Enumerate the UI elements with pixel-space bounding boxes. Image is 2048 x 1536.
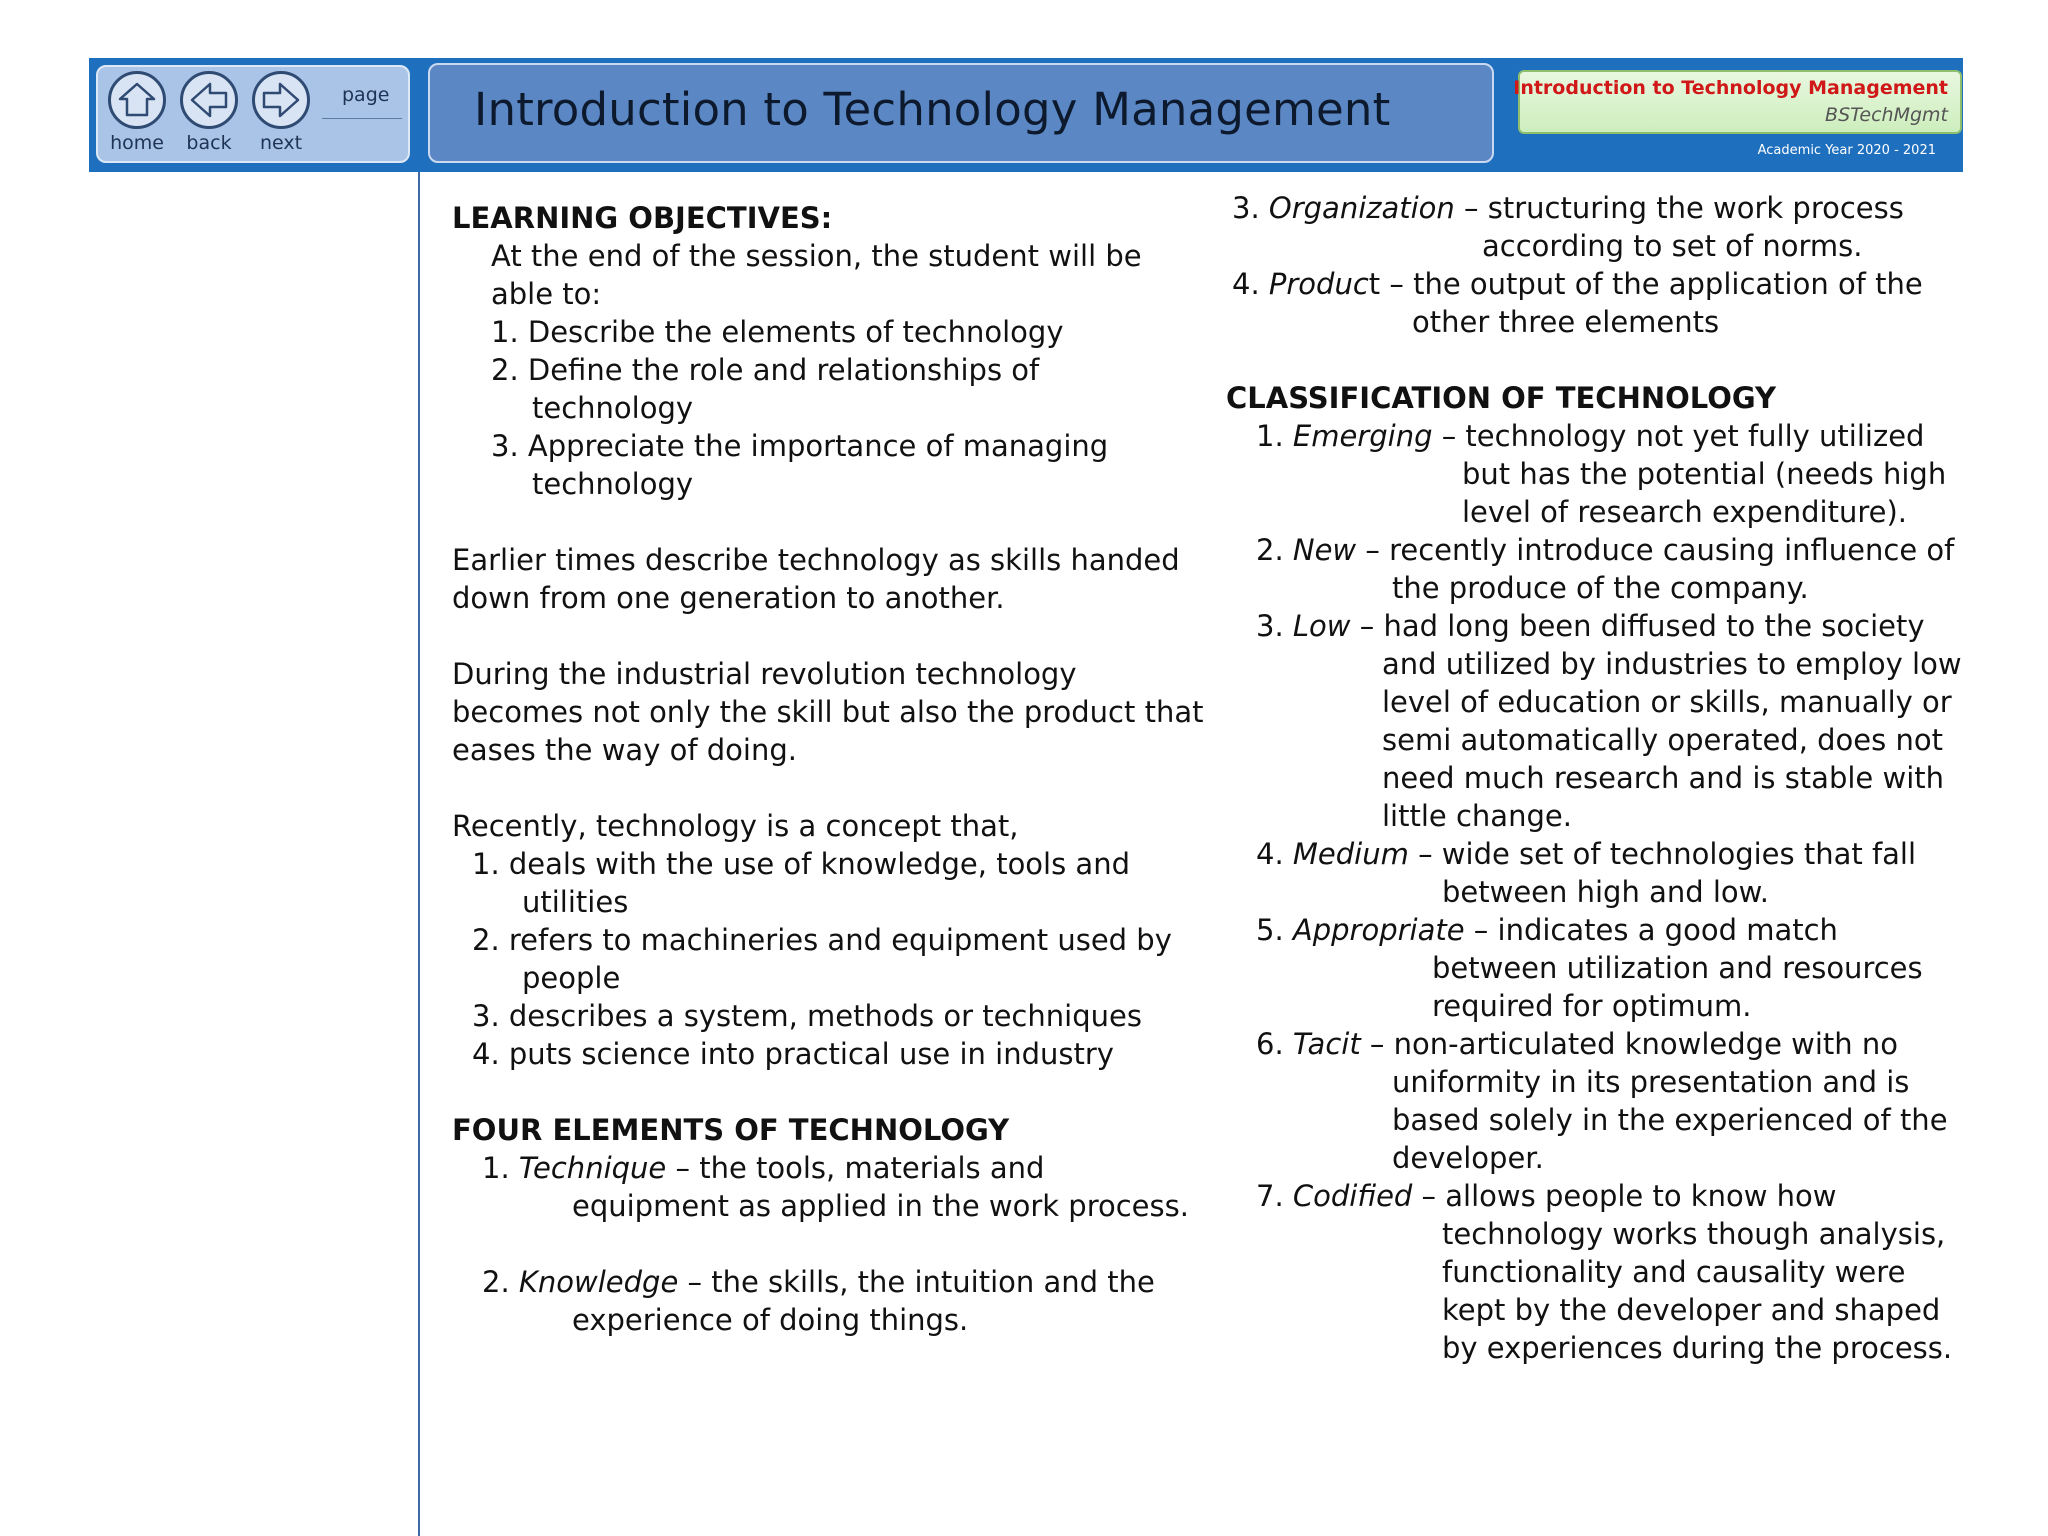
home-icon (116, 80, 158, 120)
classification-item (1256, 1025, 1898, 1063)
concept-item: people (522, 961, 621, 995)
element-item: according to set of norms. (1482, 229, 1863, 263)
item-number: 7. (1256, 1179, 1293, 1213)
element-item (1232, 265, 1923, 303)
classification-item: developer. (1392, 1141, 1544, 1175)
classification-text: – recently introduce causing influence of (1356, 533, 1955, 567)
classification-item: functionality and causality were (1442, 1255, 1906, 1289)
page-title: Introduction to Technology Management (474, 83, 1391, 136)
back-label: back (186, 132, 232, 154)
objective-item: technology (532, 467, 694, 501)
classification-text: – technology not yet fully utilized (1432, 419, 1925, 453)
item-number: 3. (1232, 191, 1269, 225)
title-panel (428, 63, 1494, 163)
classification-item: need much research and is stable with (1382, 761, 1945, 795)
concept-item: 3. describes a system, methods or techniques (472, 999, 1142, 1033)
next-label: next (259, 132, 303, 154)
element-item: equipment as applied in the work process. (572, 1189, 1189, 1223)
item-number: 4. (1256, 837, 1293, 871)
element-text: – the tools, materials and (666, 1151, 1045, 1185)
item-number: 6. (1256, 1027, 1293, 1061)
classification-text: – had long been diffused to the society (1350, 609, 1925, 643)
classification-text: – indicates a good match (1464, 913, 1838, 947)
paragraph: down from one generation to another. (452, 581, 1005, 615)
item-number: 2. (482, 1265, 519, 1299)
classification-term: Medium (1292, 837, 1409, 871)
objective-item: 2. Define the role and relationships of (491, 353, 1040, 387)
classification-item: and utilized by industries to employ low (1382, 647, 1962, 681)
item-number: 2. (1256, 533, 1293, 567)
classification-item: uniformity in its presentation and is (1392, 1065, 1910, 1099)
badge-title: Introduction to Technology Management (1513, 77, 1948, 99)
objectives-intro: At the end of the session, the student will be (491, 239, 1142, 273)
element-item: other three elements (1412, 305, 1720, 339)
classification-term: Codified (1292, 1179, 1413, 1213)
element-term: Organization (1268, 191, 1455, 225)
classification-text: – allows people to know how (1412, 1179, 1837, 1213)
classification-item: semi automatically operated, does not (1382, 723, 1943, 757)
item-number: 5. (1256, 913, 1293, 947)
classification-term: Tacit (1292, 1027, 1361, 1061)
element-item (482, 1149, 1044, 1187)
element-item (1232, 189, 1904, 227)
concept-item: 2. refers to machineries and equipment used by (472, 923, 1172, 957)
concept-item: 4. puts science into practical use in industry (472, 1037, 1114, 1071)
paragraph: Recently, technology is a concept that, (452, 809, 1019, 843)
home-button[interactable] (104, 71, 170, 155)
objective-item: 1. Describe the elements of technology (491, 315, 1064, 349)
item-number: 4. (1232, 267, 1269, 301)
page-input-line (322, 118, 402, 119)
paragraph: eases the way of doing. (452, 733, 797, 767)
classification-item (1256, 1177, 1837, 1215)
element-text: – the output of the application of the (1380, 267, 1923, 301)
element-term: Knowledge (518, 1265, 679, 1299)
objective-item: 3. Appreciate the importance of managing (491, 429, 1109, 463)
element-text: – the skills, the intuition and the (678, 1265, 1155, 1299)
element-term: Produc (1268, 267, 1369, 301)
element-item (482, 1263, 1155, 1301)
classification-item: kept by the developer and shaped (1442, 1293, 1941, 1327)
classification-term: Low (1292, 609, 1351, 643)
classification-item: little change. (1382, 799, 1572, 833)
divider-line (418, 172, 420, 1536)
page-label[interactable]: page (342, 84, 390, 106)
objectives-heading: LEARNING OBJECTIVES: (452, 201, 833, 235)
classification-item: but has the potential (needs high (1462, 457, 1947, 491)
classification-item (1256, 835, 1916, 873)
nav-panel (96, 65, 410, 163)
classification-item (1256, 911, 1838, 949)
classification-text: – wide set of technologies that fall (1408, 837, 1917, 871)
classification-item: required for optimum. (1432, 989, 1752, 1023)
arrow-right-icon (260, 80, 302, 120)
element-item: experience of doing things. (572, 1303, 969, 1337)
classification-item: based solely in the experienced of the (1392, 1103, 1948, 1137)
course-badge (1513, 70, 1962, 134)
arrow-left-icon (188, 80, 230, 120)
item-number: 1. (482, 1151, 519, 1185)
home-label: home (110, 132, 164, 154)
paragraph: becomes not only the skill but also the product that (452, 695, 1204, 729)
item-number: 3. (1256, 609, 1293, 643)
classification-item: between utilization and resources (1432, 951, 1923, 985)
classification-term: Appropriate (1292, 913, 1465, 947)
objective-item: technology (532, 391, 694, 425)
classification-item: level of education or skills, manually or (1382, 685, 1952, 719)
classification-item: between high and low. (1442, 875, 1769, 909)
element-term: Technique (518, 1151, 667, 1185)
elements-heading: FOUR ELEMENTS OF TECHNOLOGY (452, 1113, 1010, 1147)
classification-item: the produce of the company. (1392, 571, 1809, 605)
element-term: t (1368, 267, 1381, 301)
concept-item: utilities (522, 885, 629, 919)
classification-term: New (1292, 533, 1357, 567)
objectives-intro: able to: (491, 277, 602, 311)
badge-subtitle: BSTechMgmt (1825, 104, 1948, 126)
item-number: 1. (1256, 419, 1293, 453)
classification-item (1256, 531, 1954, 569)
classification-term: Emerging (1292, 419, 1433, 453)
paragraph: Earlier times describe technology as skills handed (452, 543, 1180, 577)
classification-heading: CLASSIFICATION OF TECHNOLOGY (1226, 381, 1777, 415)
next-button[interactable] (248, 71, 314, 155)
paragraph: During the industrial revolution technology (452, 657, 1077, 691)
classification-item: technology works though analysis, (1442, 1217, 1946, 1251)
element-text: – structuring the work process (1454, 191, 1904, 225)
classification-item (1256, 607, 1925, 645)
academic-year: Academic Year 2020 - 2021 (1757, 143, 1936, 158)
back-button[interactable] (176, 71, 242, 155)
classification-item (1256, 417, 1924, 455)
classification-text: – non-articulated knowledge with no (1360, 1027, 1899, 1061)
classification-item: by experiences during the process. (1442, 1331, 1953, 1365)
classification-item: level of research expenditure). (1462, 495, 1908, 529)
concept-item: 1. deals with the use of knowledge, tools and (472, 847, 1130, 881)
